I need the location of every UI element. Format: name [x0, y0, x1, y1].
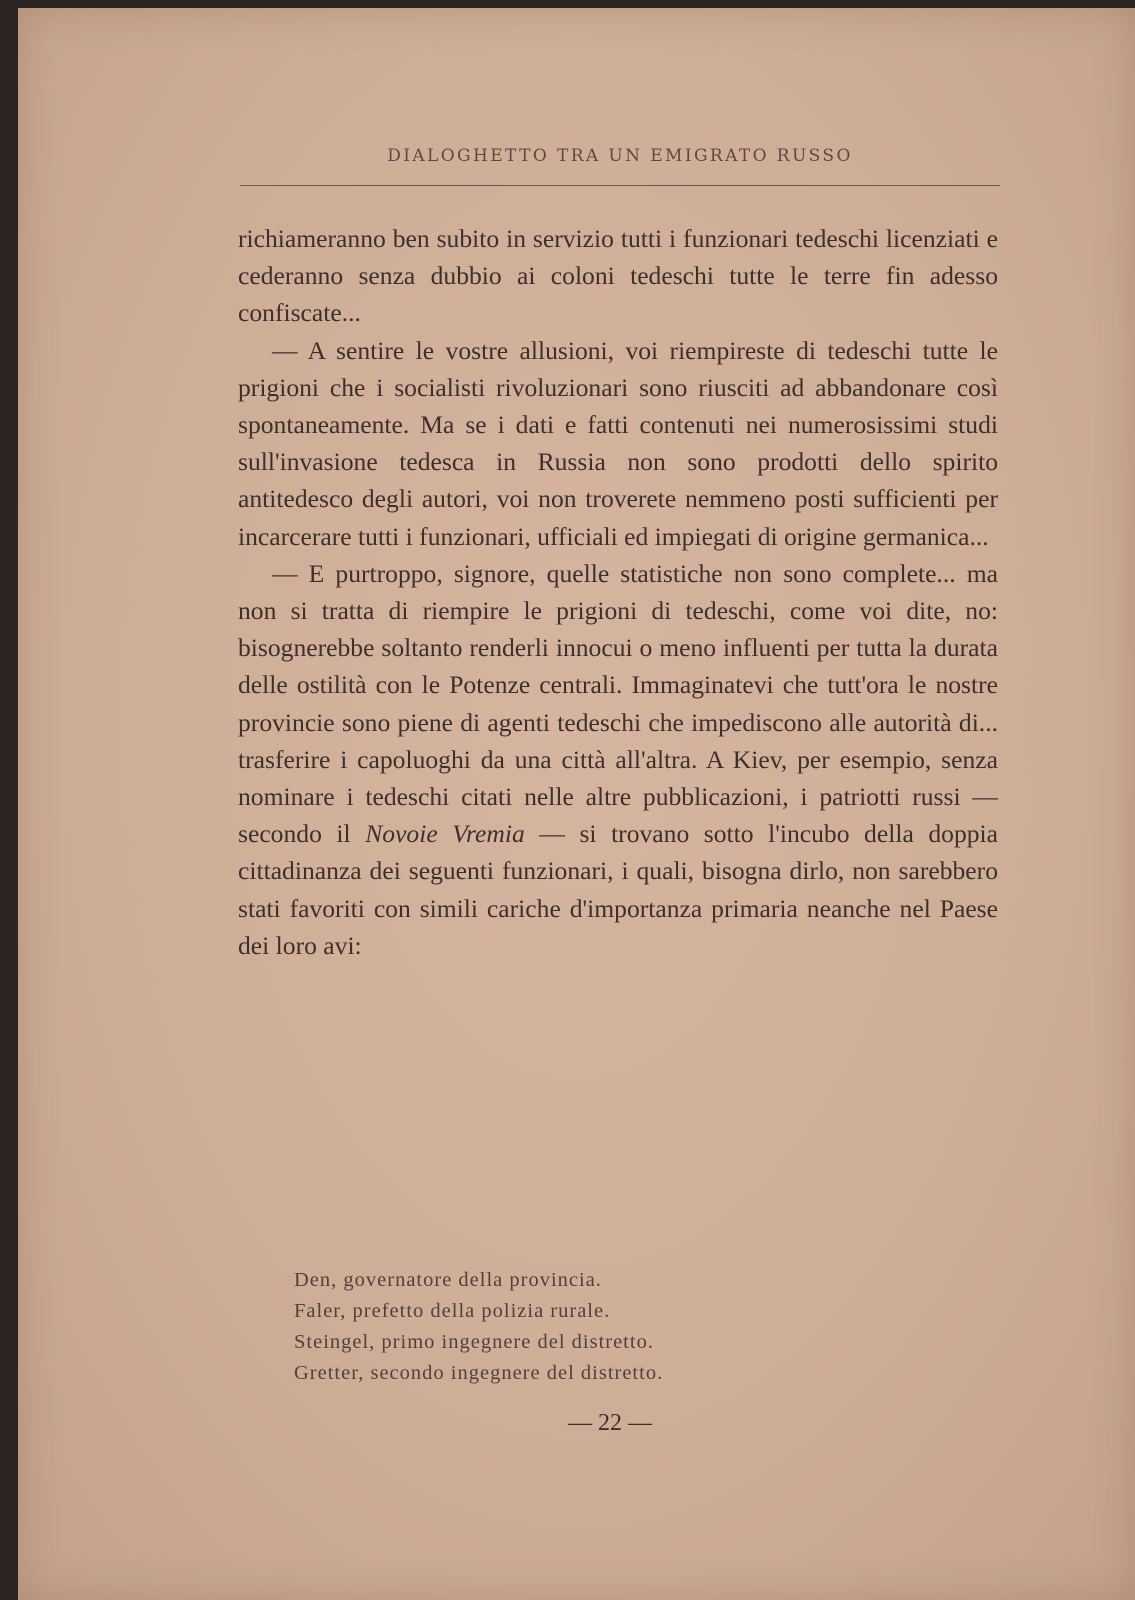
newspaper-title: Novoie Vremia	[365, 819, 525, 849]
page-number: — 22 —	[568, 1410, 652, 1436]
body-text	[238, 220, 998, 964]
paragraph-2: — A sentire le vostre allusioni, voi riempireste di tedeschi tutte le prigioni che i socialisti rivoluzionari sono riusciti ad abbandonare così spontaneamente. Ma se i dati e fatti contenuti nei numerosissimi studi sull'invasione tedesca in Russia non sono prodotti dello spirito antitedesco degli autori, voi non troverete nemmeno posti sufficienti per incarcerare tutti i funzionari, ufficiali ed impiegati di origine germanica...	[238, 335, 998, 551]
officials-list	[294, 1265, 994, 1389]
paragraph-3-part-2: — si trovano sotto l'incubo della doppia cittadinanza dei seguenti funzionari, i quali, bisogna dirlo, non sarebbero stati favoriti con simili cariche d'importanza primaria neanche nel Paese dei loro avi:	[238, 819, 999, 960]
list-item: Faler, prefetto della polizia rurale.	[294, 1300, 611, 1322]
paragraph-1: richiameranno ben subito in servizio tutti i funzionari tedeschi licenziati e cederanno senza dubbio ai coloni tedeschi tutte le terre fin adesso confiscate...	[238, 224, 998, 328]
list-item: Steingel, primo ingegnere del distretto.	[294, 1331, 654, 1353]
header-rule	[240, 185, 1000, 186]
list-item: Den, governatore della provincia.	[294, 1269, 602, 1291]
running-head: DIALOGHETTO TRA UN EMIGRATO RUSSO	[387, 146, 853, 166]
scan-border	[0, 0, 1135, 8]
paragraph-3-part-1: — E purtroppo, signore, quelle statistiche non sono complete... ma non si tratta di riempire le prigioni di tedeschi, come voi dite, no: bisognerebbe soltanto renderli innocui o meno influenti per tutta la durata delle ostilità con le Potenze centrali. Immaginatevi che tutt'ora le nostre provincie sono piene di agenti tedeschi che impediscono alle autorità di... trasferire i capoluoghi da una città all'altra. A Kiev, per esempio, senza nominare i tedeschi citati nelle altre pubblicazioni, i patriotti russi — secondo il	[238, 558, 998, 849]
list-item: Gretter, secondo ingegnere del distretto.	[294, 1362, 664, 1384]
paragraph-3	[238, 555, 998, 964]
